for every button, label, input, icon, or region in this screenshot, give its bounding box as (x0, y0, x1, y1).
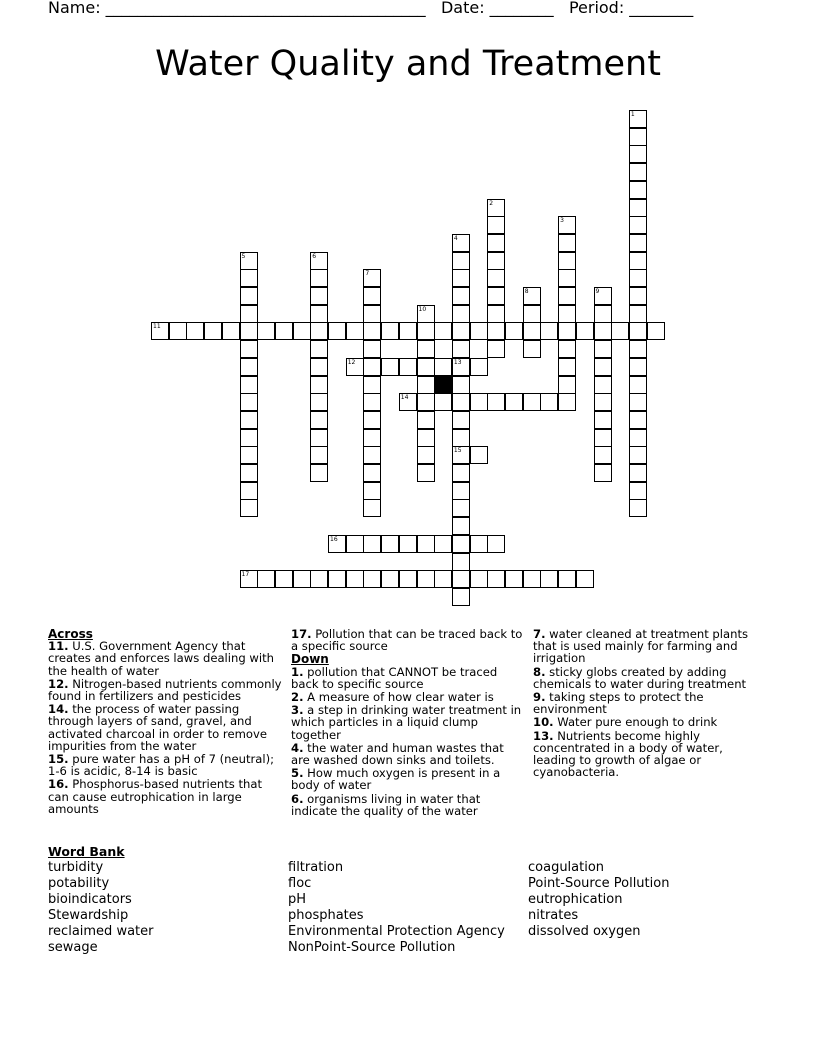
crossword-cell[interactable] (629, 305, 647, 323)
crossword-cell[interactable] (470, 358, 488, 376)
clue-down-1: 1. pollution that CANNOT be traced back to specific source (291, 664, 498, 691)
crossword-cell[interactable] (452, 446, 470, 464)
crossword-cell[interactable] (346, 570, 364, 588)
crossword-cell[interactable] (470, 570, 488, 588)
crossword-cell[interactable] (558, 358, 576, 376)
crossword-cell[interactable] (470, 535, 488, 553)
crossword-cell[interactable] (363, 411, 381, 429)
crossword-cell[interactable] (310, 446, 328, 464)
crossword-cell[interactable] (629, 464, 647, 482)
clue-down-7: 7. water cleaned at treatment plants that is used mainly for farming and irrigation (533, 627, 749, 666)
crossword-cell[interactable] (363, 464, 381, 482)
crossword-cell[interactable] (647, 322, 665, 340)
word-bank-item: bioindicators (48, 892, 132, 908)
crossword-cell[interactable] (363, 305, 381, 323)
crossword-cell[interactable] (487, 340, 505, 358)
crossword-cell[interactable] (629, 216, 647, 234)
clue-number: 7 (365, 270, 370, 278)
crossword-cell[interactable] (240, 570, 258, 588)
word-bank-item: dissolved oxygen (528, 924, 641, 940)
crossword-cell[interactable] (257, 570, 275, 588)
clue-number: 17 (241, 571, 250, 579)
crossword-cell[interactable] (629, 269, 647, 287)
crossword-cell[interactable] (452, 429, 470, 447)
crossword-cell[interactable] (240, 269, 258, 287)
crossword-cell[interactable] (576, 322, 594, 340)
clue-number: 1 (630, 111, 635, 118)
clue-number: 8 (524, 288, 529, 295)
crossword-cell[interactable] (363, 287, 381, 305)
clue-number: 16 (330, 535, 338, 543)
crossword-cell[interactable] (629, 181, 647, 199)
crossword-cell[interactable] (558, 376, 576, 394)
date-field-label[interactable]: Date: ________ (440, 0, 554, 17)
crossword-cell[interactable] (629, 163, 647, 181)
crossword-cell[interactable] (310, 393, 328, 411)
crossword-cell[interactable] (363, 269, 381, 287)
crossword-cell[interactable] (523, 287, 541, 305)
crossword-cell[interactable] (310, 287, 328, 305)
clue-number: 4 (453, 234, 458, 242)
clue-across-15: 15. pure water has a pH of 7 (neutral); 1-6 is acidic, 8-14 is basic (48, 752, 275, 779)
crossword-cell[interactable] (470, 322, 488, 340)
crossword-cell[interactable] (417, 322, 435, 340)
clue-across-16: 16. Phosphorus-based nutrients that can cause eutrophication in large amounts (48, 777, 263, 816)
crossword-cell[interactable] (452, 393, 470, 411)
crossword-cell[interactable] (240, 340, 258, 358)
clue-down-10: 10. Water pure enough to drink (533, 715, 718, 730)
crossword-cell[interactable] (399, 535, 417, 553)
crossword-cell[interactable] (629, 358, 647, 376)
crossword-cell[interactable] (487, 322, 505, 340)
crossword-cell[interactable] (452, 269, 470, 287)
clue-number: 9 (595, 288, 600, 295)
crossword-cell[interactable] (452, 252, 470, 270)
clue-down-6: 6. organisms living in water that indicate the quality of the water (291, 791, 481, 818)
crossword-cell[interactable] (275, 322, 293, 340)
clue-number: 5 (241, 252, 246, 260)
crossword-cell[interactable] (417, 393, 435, 411)
crossword-cell[interactable] (452, 287, 470, 305)
crossword-cell[interactable] (487, 252, 505, 270)
crossword-cell[interactable] (310, 340, 328, 358)
crossword-cell[interactable] (629, 376, 647, 394)
clue-down-9: 9. taking steps to protect the environment (533, 690, 704, 717)
crossword-cell[interactable] (399, 322, 417, 340)
clue-down-13: 13. Nutrients become highly concentrated in a body of water, leading to growth of algae or cyanobacteria. (533, 728, 723, 780)
crossword-cell[interactable] (523, 305, 541, 323)
crossword-cell[interactable] (310, 322, 328, 340)
crossword-cell[interactable] (540, 570, 558, 588)
clue-number: 6 (312, 252, 317, 260)
crossword-cell[interactable] (558, 234, 576, 252)
word-bank-heading: Word Bank (48, 844, 125, 859)
crossword-cell[interactable] (629, 411, 647, 429)
word-bank-item: Point-Source Pollution (528, 876, 670, 892)
crossword-cell[interactable] (399, 570, 417, 588)
crossword-cell[interactable] (540, 322, 558, 340)
crossword-cell[interactable] (240, 376, 258, 394)
crossword-cell[interactable] (240, 393, 258, 411)
crossword-cell[interactable] (222, 322, 240, 340)
crossword-cell[interactable] (558, 570, 576, 588)
crossword-cell[interactable] (452, 305, 470, 323)
crossword-cell[interactable] (558, 322, 576, 340)
crossword-cell[interactable] (452, 358, 470, 376)
crossword-cell[interactable] (310, 376, 328, 394)
crossword-cell[interactable] (328, 570, 346, 588)
crossword-cell[interactable] (505, 570, 523, 588)
crossword-cell[interactable] (452, 340, 470, 358)
crossword-cell[interactable] (363, 340, 381, 358)
crossword-cell[interactable] (363, 482, 381, 500)
crossword-cell[interactable] (240, 429, 258, 447)
crossword-cell[interactable] (434, 393, 452, 411)
crossword-cell[interactable] (452, 553, 470, 571)
period-field-label[interactable]: Period: ________ (568, 0, 694, 17)
black-cell (434, 376, 452, 394)
crossword-cell[interactable] (417, 358, 435, 376)
crossword-cell[interactable] (523, 340, 541, 358)
clue-number: 2 (489, 199, 494, 207)
crossword-cell[interactable] (257, 322, 275, 340)
crossword-cell[interactable] (293, 322, 311, 340)
crossword-cell[interactable] (417, 570, 435, 588)
word-bank-item: Environmental Protection Agency (288, 924, 505, 940)
crossword-cell[interactable] (363, 358, 381, 376)
clue-down-3: 3. a step in drinking water treatment in which particles in a liquid clump together (291, 703, 522, 742)
crossword-cell[interactable] (363, 570, 381, 588)
crossword-cell[interactable] (487, 535, 505, 553)
crossword-cell[interactable] (452, 234, 470, 252)
crossword-cell[interactable] (363, 499, 381, 517)
crossword-cell[interactable] (558, 340, 576, 358)
crossword-cell[interactable] (452, 588, 470, 606)
crossword-cell[interactable] (346, 358, 364, 376)
crossword-cell[interactable] (240, 499, 258, 517)
crossword-cell[interactable] (310, 570, 328, 588)
crossword-cell[interactable] (275, 570, 293, 588)
crossword-cell[interactable] (594, 322, 612, 340)
crossword-cell[interactable] (399, 358, 417, 376)
crossword-cell[interactable] (505, 322, 523, 340)
crossword-cell[interactable] (452, 376, 470, 394)
crossword-cell[interactable] (629, 234, 647, 252)
crossword-cell[interactable] (487, 269, 505, 287)
crossword-cell[interactable] (470, 393, 488, 411)
crossword-cell[interactable] (310, 429, 328, 447)
crossword-cell[interactable] (540, 393, 558, 411)
crossword-cell[interactable] (629, 322, 647, 340)
crossword-cell[interactable] (310, 305, 328, 323)
word-bank-column-1 (48, 860, 153, 957)
word-bank-item: turbidity (48, 860, 104, 875)
crossword-cell[interactable] (629, 252, 647, 270)
crossword-cell[interactable] (293, 570, 311, 588)
crossword-cell[interactable] (558, 252, 576, 270)
crossword-cell[interactable] (629, 145, 647, 163)
down-heading: Down (291, 652, 329, 667)
crossword-cell[interactable] (310, 464, 328, 482)
crossword-cell[interactable] (310, 252, 328, 270)
crossword-cell[interactable] (151, 322, 169, 340)
crossword-cell[interactable] (417, 429, 435, 447)
crossword-cell[interactable] (381, 570, 399, 588)
crossword-cell[interactable] (363, 535, 381, 553)
crossword-cell[interactable] (611, 322, 629, 340)
crossword-cell[interactable] (629, 340, 647, 358)
page-title: Water Quality and Treatment (155, 44, 661, 84)
clue-number: 11 (153, 323, 161, 331)
crossword-cell[interactable] (629, 446, 647, 464)
word-bank-item: floc (288, 876, 312, 892)
crossword-cell[interactable] (487, 570, 505, 588)
crossword-cell[interactable] (629, 199, 647, 217)
crossword-cell[interactable] (487, 287, 505, 305)
word-bank-item: eutrophication (528, 892, 623, 908)
crossword-cell[interactable] (381, 322, 399, 340)
clue-down-5: 5. How much oxygen is present in a body of water (291, 766, 501, 793)
word-bank-item: NonPoint-Source Pollution (288, 940, 456, 956)
crossword-cell[interactable] (399, 393, 417, 411)
crossword-cell[interactable] (523, 570, 541, 588)
crossword-cell[interactable] (240, 287, 258, 305)
clues-column-1 (48, 628, 282, 816)
crossword-cell[interactable] (381, 535, 399, 553)
crossword-cell[interactable] (594, 305, 612, 323)
crossword-cell[interactable] (594, 446, 612, 464)
word-bank-item: potability (48, 876, 110, 892)
crossword-cell[interactable] (452, 535, 470, 553)
crossword-cell[interactable] (470, 446, 488, 464)
crossword-cell[interactable] (629, 429, 647, 447)
crossword-cell[interactable] (487, 216, 505, 234)
crossword-cell[interactable] (452, 517, 470, 535)
crossword-cell[interactable] (558, 216, 576, 234)
word-bank-item: nitrates (528, 908, 579, 924)
crossword-cell[interactable] (558, 305, 576, 323)
crossword-cell[interactable] (240, 482, 258, 500)
word-bank-item: filtration (288, 860, 344, 875)
crossword-cell[interactable] (629, 110, 647, 128)
word-bank-item: pH (288, 892, 307, 908)
crossword-cell[interactable] (434, 535, 452, 553)
crossword-cell[interactable] (363, 322, 381, 340)
crossword-cell[interactable] (629, 499, 647, 517)
clues-column-2 (291, 628, 523, 818)
crossword-cell[interactable] (594, 393, 612, 411)
crossword-cell[interactable] (417, 305, 435, 323)
crossword-cell[interactable] (576, 570, 594, 588)
crossword-cell[interactable] (558, 287, 576, 305)
crossword-cell[interactable] (594, 429, 612, 447)
crossword-cell[interactable] (310, 269, 328, 287)
word-bank-item: phosphates (288, 908, 364, 924)
crossword-cell[interactable] (417, 464, 435, 482)
crossword-cell[interactable] (434, 322, 452, 340)
crossword-cell[interactable] (310, 411, 328, 429)
crossword-cell[interactable] (452, 322, 470, 340)
clue-number: 10 (418, 305, 427, 313)
crossword-cell[interactable] (594, 358, 612, 376)
word-bank-item: sewage (48, 940, 98, 956)
crossword-cell[interactable] (487, 393, 505, 411)
crossword-cell[interactable] (452, 464, 470, 482)
crossword-cell[interactable] (558, 393, 576, 411)
name-field-label[interactable]: Name: ________________________________________ (48, 0, 426, 17)
crossword-cell[interactable] (240, 322, 258, 340)
crossword-cell[interactable] (523, 393, 541, 411)
word-bank-column-2 (288, 860, 505, 957)
clues-column-3 (533, 628, 761, 779)
crossword-cell[interactable] (629, 482, 647, 500)
clue-number: 14 (400, 394, 409, 402)
crossword-cell[interactable] (434, 358, 452, 376)
crossword-cell[interactable] (310, 358, 328, 376)
crossword-cell[interactable] (629, 128, 647, 146)
clue-number: 3 (560, 217, 564, 225)
crossword-cell[interactable] (363, 393, 381, 411)
clue-down-8: 8. sticky globs created by adding chemicals to water during treatment (533, 664, 747, 691)
crossword-cell[interactable] (452, 570, 470, 588)
crossword-cell[interactable] (417, 340, 435, 358)
clue-across-11: 11. U.S. Government Agency that creates and enforces laws dealing with the health of water (48, 639, 274, 678)
word-bank-column-3 (528, 860, 669, 940)
crossword-cell[interactable] (240, 446, 258, 464)
crossword-cell[interactable] (505, 393, 523, 411)
clue-number: 12 (347, 358, 356, 366)
crossword-cell[interactable] (417, 446, 435, 464)
crossword-cell[interactable] (629, 287, 647, 305)
crossword-cell[interactable] (346, 322, 364, 340)
crossword-cell[interactable] (594, 287, 612, 305)
crossword-cell[interactable] (594, 464, 612, 482)
across-heading: Across (48, 627, 93, 641)
crossword-cell[interactable] (240, 411, 258, 429)
clue-across-12: 12. Nitrogen-based nutrients commonly found in fertilizers and pesticides (48, 676, 282, 704)
crossword-cell[interactable] (452, 411, 470, 429)
crossword-cell[interactable] (240, 252, 258, 270)
word-bank-item: coagulation (528, 860, 605, 875)
crossword-cell[interactable] (363, 376, 381, 394)
crossword-cell[interactable] (523, 322, 541, 340)
crossword-cell[interactable] (487, 234, 505, 252)
crossword-cell[interactable] (417, 411, 435, 429)
crossword-cell[interactable] (169, 322, 187, 340)
crossword-cell[interactable] (434, 570, 452, 588)
crossword-cell[interactable] (629, 393, 647, 411)
crossword-cell[interactable] (363, 429, 381, 447)
crossword-cell[interactable] (594, 376, 612, 394)
clue-number: 15 (453, 447, 462, 455)
crossword-cell[interactable] (328, 535, 346, 553)
crossword-cell[interactable] (452, 499, 470, 517)
word-bank-item: reclaimed water (48, 924, 154, 940)
crossword-cell[interactable] (417, 376, 435, 394)
crossword-cell[interactable] (346, 535, 364, 553)
crossword-cell[interactable] (240, 358, 258, 376)
clue-number: 13 (453, 358, 462, 366)
word-bank-item: Stewardship (48, 908, 129, 924)
clue-down-4: 4. the water and human wastes that are washed down sinks and toilets. (291, 740, 504, 768)
crossword-cell[interactable] (558, 269, 576, 287)
crossword-cell[interactable] (328, 322, 346, 340)
clue-down-2: 2. A measure of how clear water is (291, 690, 494, 705)
crossword-cell[interactable] (240, 305, 258, 323)
crossword-cell[interactable] (452, 482, 470, 500)
crossword-cell[interactable] (381, 358, 399, 376)
crossword-cell[interactable] (487, 305, 505, 323)
crossword-cell[interactable] (487, 199, 505, 217)
crossword-cell[interactable] (186, 322, 204, 340)
crossword-cell[interactable] (363, 446, 381, 464)
crossword-cell[interactable] (594, 411, 612, 429)
crossword-cell[interactable] (594, 340, 612, 358)
crossword-cell[interactable] (417, 535, 435, 553)
clue-across-17: 17. Pollution that can be traced back to a specific source (291, 627, 523, 654)
clue-across-14: 14. the process of water passing through layers of sand, gravel, and activated charcoal in order to remove impurities from the water (48, 702, 267, 753)
crossword-cell[interactable] (240, 464, 258, 482)
crossword-cell[interactable] (204, 322, 222, 340)
